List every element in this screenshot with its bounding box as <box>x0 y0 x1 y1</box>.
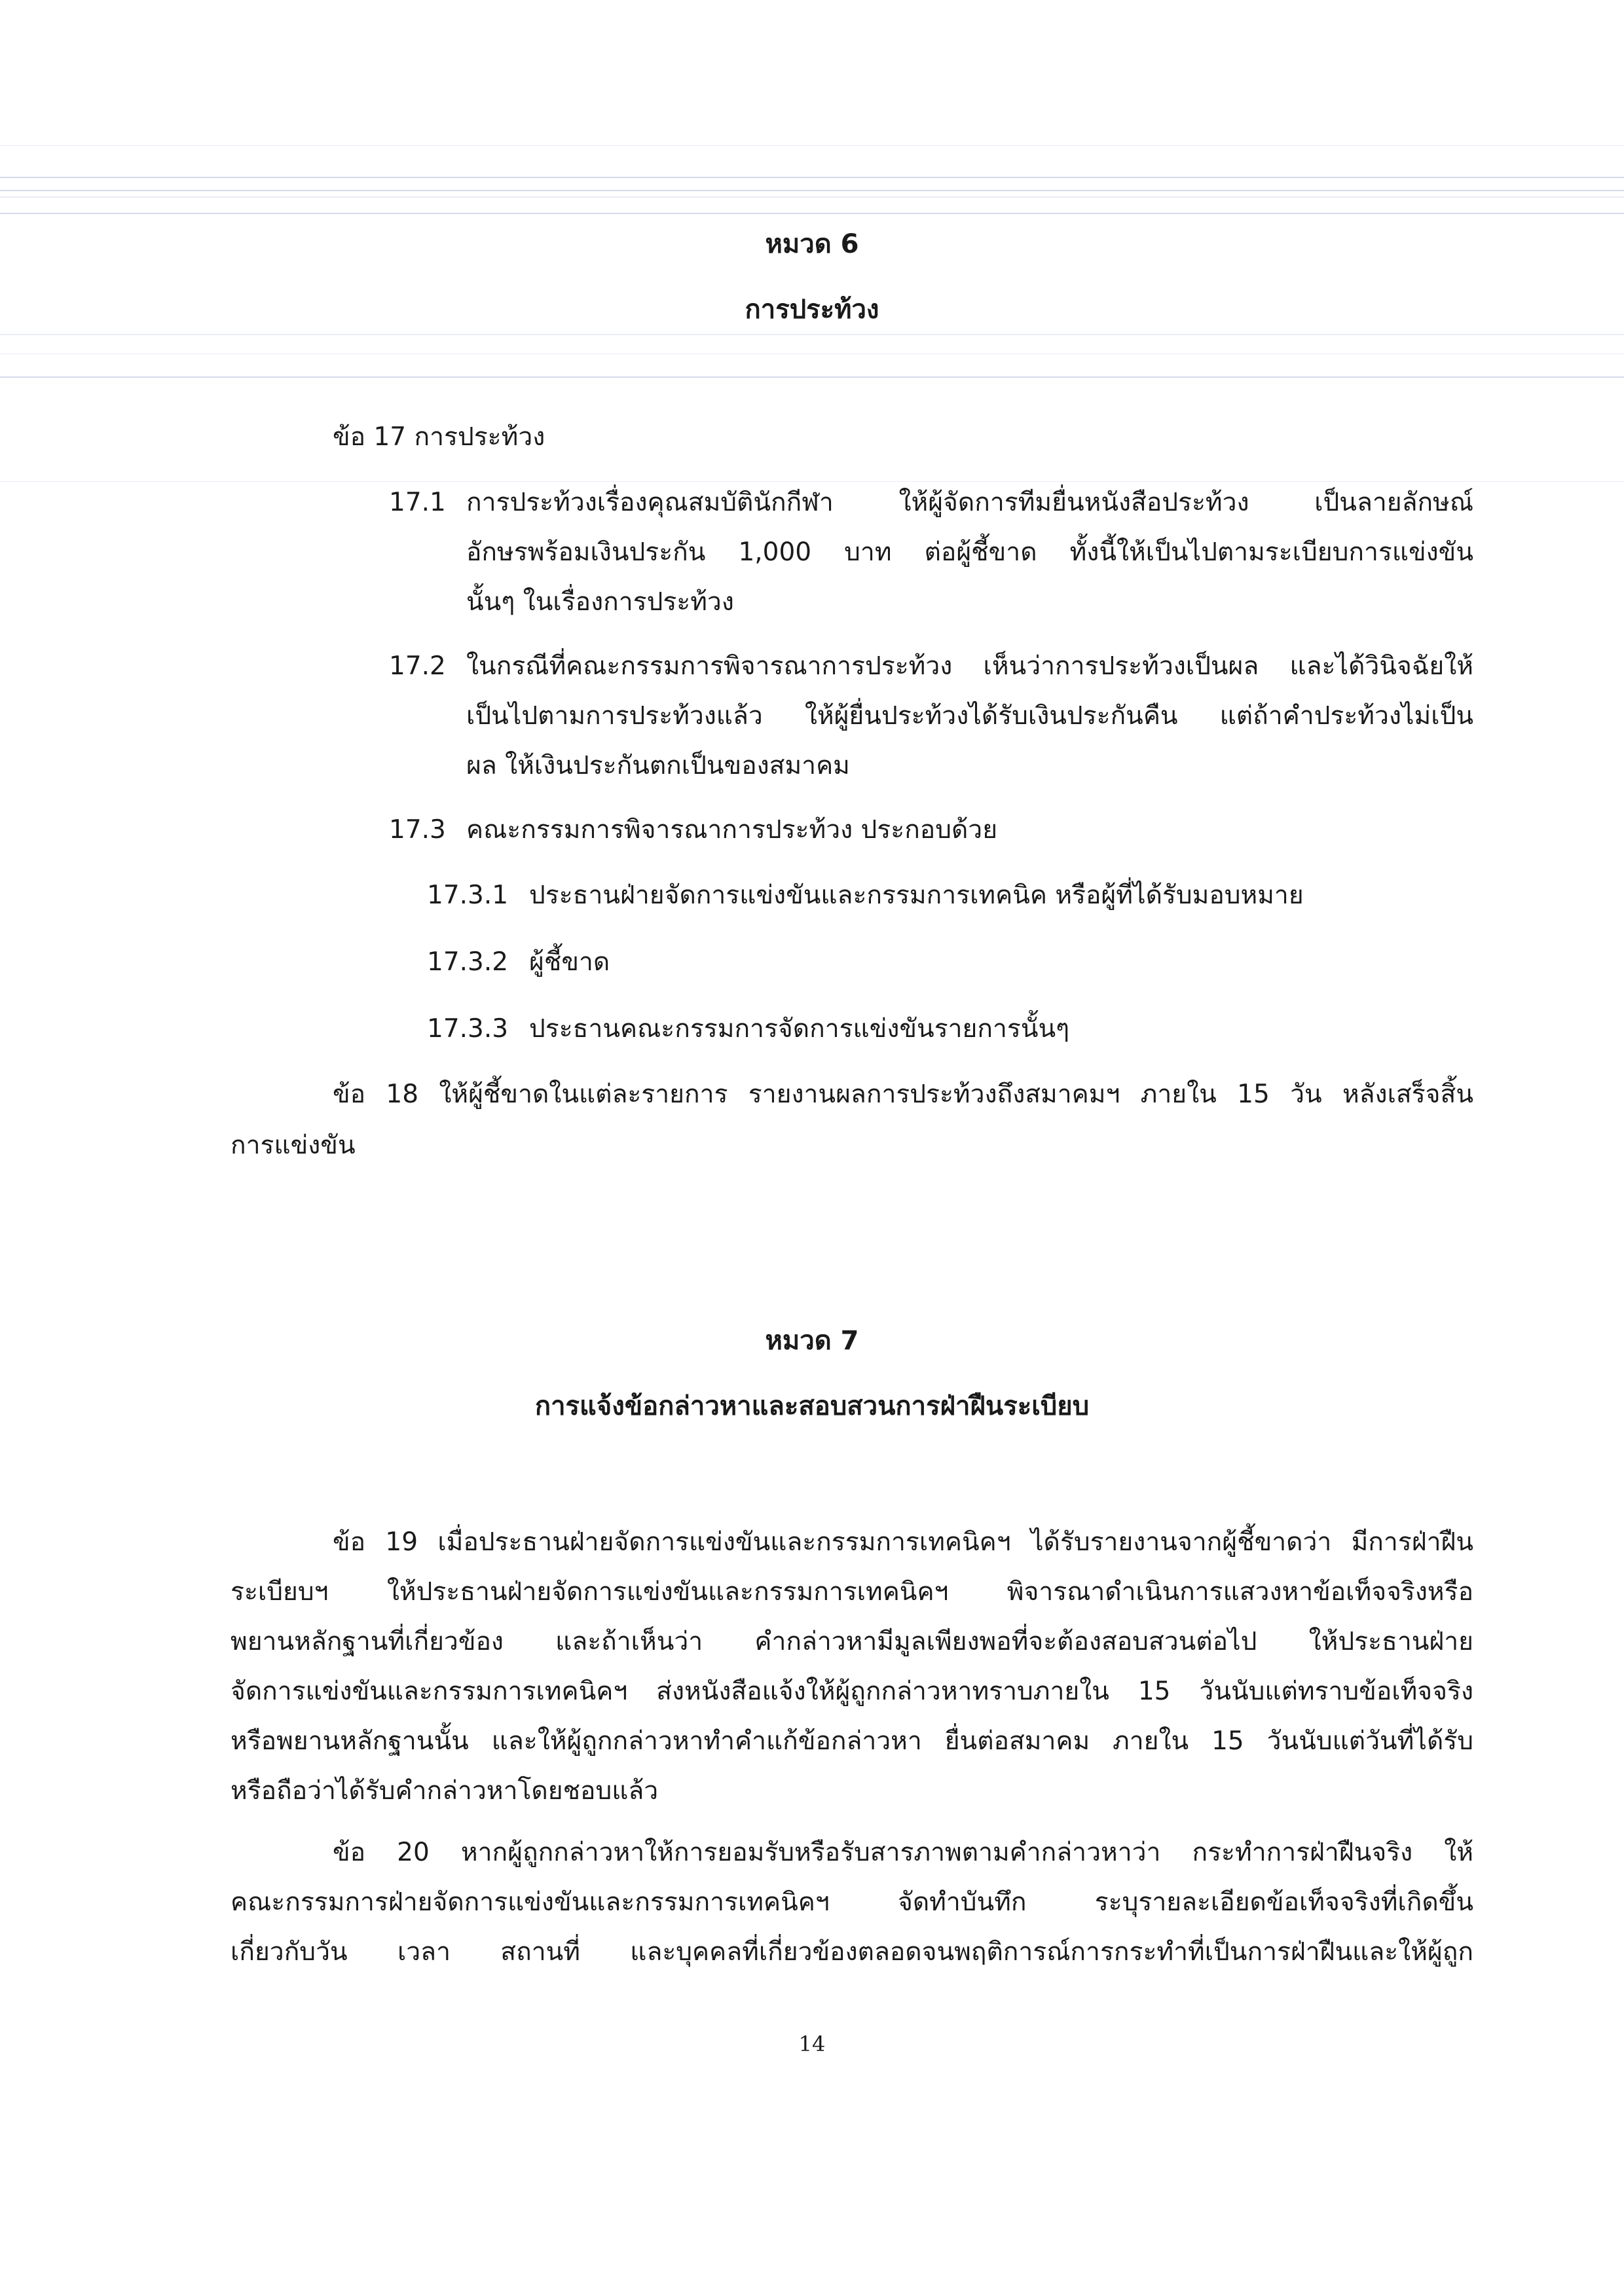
clause-17-1-line: อักษรพร้อมเงินประกัน 1,000 บาท ต่อผู้ชี้ขาด ทั้งนี้ให้เป็นไปตามระเบียบการแข่งขัน <box>466 538 1473 567</box>
chapter-6-title: การประท้วง <box>745 295 879 325</box>
scan-artifact <box>0 213 1624 214</box>
clause-17-3-1-number: 17.3.1 <box>427 881 509 910</box>
clause-19-line: ข้อ 19 เมื่อประธานฝ่ายจัดการแข่งขันและกรรมการเทคนิคฯ ได้รับรายงานจากผู้ชี้ขาดว่า มีการฝ่าฝืน <box>333 1527 1473 1557</box>
clause-17-3-3-text: ประธานคณะกรรมการจัดการแข่งขันรายการนั้นๆ <box>529 1014 1070 1044</box>
scan-artifact <box>0 334 1624 335</box>
clause-17-heading: ข้อ 17 การประท้วง <box>333 422 545 452</box>
clause-17-2-line: เป็นไปตามการประท้วงแล้ว ให้ผู้ยื่นประท้วงได้รับเงินประกันคืน แต่ถ้าคำประท้วงไม่เป็น <box>466 701 1473 731</box>
clause-17-3-number: 17.3 <box>389 815 446 845</box>
clause-17-3-1-text: ประธานฝ่ายจัดการแข่งขันและกรรมการเทคนิค หรือผู้ที่ได้รับมอบหมาย <box>529 881 1304 910</box>
clause-19-line: หรือพยานหลักฐานนั้น และให้ผู้ถูกกล่าวหาทำคำแก้ข้อกล่าวหา ยื่นต่อสมาคม ภายใน 15 วันนับแต่วันที่ได้รับ <box>231 1726 1473 1756</box>
clause-19-line: หรือถือว่าได้รับคำกล่าวหาโดยชอบแล้ว <box>231 1776 659 1806</box>
clause-17-2-line: ในกรณีที่คณะกรรมการพิจารณาการประท้วง เห็นว่าการประท้วงเป็นผล และได้วินิจฉัยให้ <box>466 651 1473 681</box>
clause-20-line: คณะกรรมการฝ่ายจัดการแข่งขันและกรรมการเทคนิคฯ จัดทำบันทึก ระบุรายละเอียดข้อเท็จจริงที่เกิดขึ้น <box>231 1887 1473 1917</box>
clause-17-1-number: 17.1 <box>389 488 446 517</box>
clause-18-line: การแข่งขัน <box>231 1131 356 1160</box>
clause-20-line: เกี่ยวกับวัน เวลา สถานที่ และบุคคลที่เกี่ยวข้องตลอดจนพฤติการณ์การกระทำที่เป็นการฝ่าฝืนและให้ผู้ถูก <box>231 1937 1473 1967</box>
scan-artifact <box>0 376 1624 378</box>
clause-17-2-number: 17.2 <box>389 651 446 681</box>
clause-17-2-line: ผล ให้เงินประกันตกเป็นของสมาคม <box>466 751 850 780</box>
page-number: 14 <box>798 2032 826 2056</box>
clause-17-3-2-number: 17.3.2 <box>427 947 509 977</box>
clause-20-line: ข้อ 20 หากผู้ถูกกล่าวหาให้การยอมรับหรือรับสารภาพตามคำกล่าวหาว่า กระทำการฝ่าฝืนจริง ให้ <box>333 1838 1473 1867</box>
scan-artifact <box>0 481 1624 482</box>
clause-17-3-3-number: 17.3.3 <box>427 1014 509 1044</box>
scan-artifact <box>0 190 1624 191</box>
clause-19-line: ระเบียบฯ ให้ประธานฝ่ายจัดการแข่งขันและกรรมการเทคนิคฯ พิจารณาดำเนินการแสวงหาข้อเท็จจริงหรือ <box>231 1577 1473 1607</box>
clause-18-line: ข้อ 18 ให้ผู้ชี้ขาดในแต่ละรายการ รายงานผลการประท้วงถึงสมาคมฯ ภายใน 15 วัน หลังเสร็จสิ้น <box>333 1080 1473 1109</box>
scan-artifact <box>0 145 1624 146</box>
clause-19-line: พยานหลักฐานที่เกี่ยวข้อง และถ้าเห็นว่า คำกล่าวหามีมูลเพียงพอที่จะต้องสอบสวนต่อไป ให้ประธานฝ่าย <box>231 1627 1473 1656</box>
chapter-7-number: หมวด 7 <box>765 1326 859 1356</box>
clause-17-3-text: คณะกรรมการพิจารณาการประท้วง ประกอบด้วย <box>466 815 998 845</box>
clause-17-1-line: นั้นๆ ในเรื่องการประท้วง <box>466 587 734 617</box>
clause-17-1-line: การประท้วงเรื่องคุณสมบัตินักกีฬา ให้ผู้จัดการทีมยื่นหนังสือประท้วง เป็นลายลักษณ์ <box>466 488 1473 517</box>
chapter-6-number: หมวด 6 <box>765 229 859 259</box>
clause-19-line: จัดการแข่งขันและกรรมการเทคนิคฯ ส่งหนังสือแจ้งให้ผู้ถูกกล่าวหาทราบภายใน 15 วันนับแต่ทราบข้อเท็จจริง <box>231 1677 1473 1706</box>
scan-artifact <box>0 177 1624 178</box>
chapter-7-title: การแจ้งข้อกล่าวหาและสอบสวนการฝ่าฝืนระเบียบ <box>534 1391 1090 1421</box>
scan-artifact <box>0 196 1624 198</box>
clause-17-3-2-text: ผู้ชี้ขาด <box>529 947 610 977</box>
